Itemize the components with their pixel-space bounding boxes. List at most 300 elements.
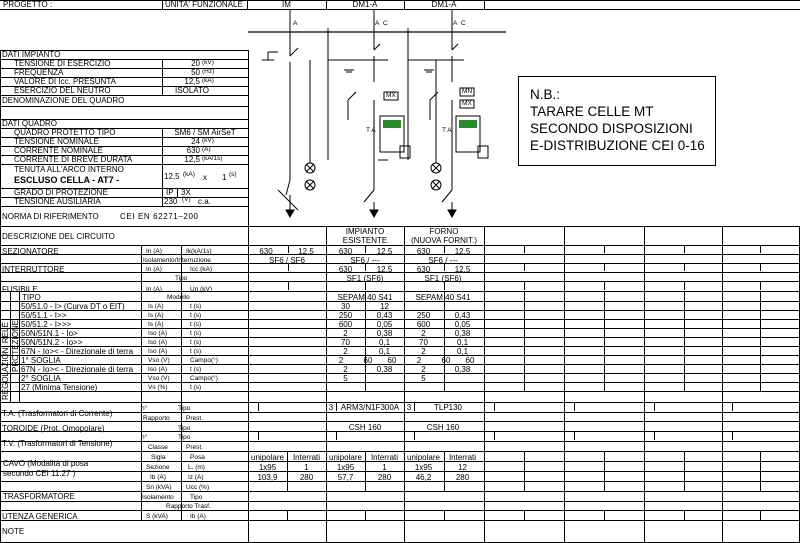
im-cavo-iz: 280 <box>299 473 314 482</box>
grid-line <box>760 346 761 355</box>
grid-line <box>760 319 761 328</box>
grid-line <box>524 263 525 271</box>
qua-unit-2: (A) <box>202 146 211 153</box>
grid-line <box>524 346 525 355</box>
col2-prot-val: 0,43 <box>454 311 471 320</box>
col2-int-tipo: SF1 (SF6) <box>424 274 462 283</box>
grid-line <box>604 346 605 355</box>
col2-cavo-l: 12 <box>458 463 467 472</box>
grid-line <box>524 292 525 301</box>
tv-n-label: n° <box>141 434 148 441</box>
col2-int-in: 630 <box>416 265 431 274</box>
col2-prot-val: 2 <box>421 329 426 338</box>
col1-prot-val: 250 <box>338 311 353 320</box>
grid-line <box>604 355 605 364</box>
imp-label-2: VALORE DI Icc. PRESUNTA <box>14 77 116 86</box>
col2-toroide: CSH 160 <box>426 423 460 432</box>
grid-line <box>684 451 685 481</box>
cavo-label-1: CAVO (Modalità di posa <box>3 459 89 468</box>
grid-line <box>684 382 685 391</box>
col2-cavo-sez: 1x95 <box>414 463 433 472</box>
prot-label: 1° SOGLIA <box>21 356 61 365</box>
grid-line <box>444 510 445 520</box>
prot-label: 2° SOGLIA <box>21 374 61 383</box>
im-sez-ik: 12,5 <box>298 247 314 256</box>
grid-line <box>760 263 761 271</box>
grid-line <box>684 328 685 337</box>
ta-label: T.A. (Trasformatori di Corrente) <box>2 409 113 418</box>
col2-ta-tipo: TLP130 <box>433 403 463 412</box>
col1-int-in: 630 <box>338 265 353 274</box>
imp-value-1: 50 <box>191 68 200 77</box>
diagram-label-c-2: C <box>461 20 466 27</box>
col2-prot-val: 70 <box>419 338 428 347</box>
grid-line <box>444 373 445 382</box>
trasformatore-label: TRASFORMATORE <box>3 492 75 501</box>
grid-line <box>684 245 685 253</box>
grid-line <box>604 382 605 391</box>
grid-line <box>760 310 761 319</box>
col2-prot-val: 0,05 <box>454 320 471 329</box>
grid-line <box>524 364 525 373</box>
note-box <box>518 76 716 166</box>
col1-cavo-l: 1 <box>382 463 387 472</box>
col1-cavo-ib: 57,7 <box>337 473 354 482</box>
grid-line <box>181 245 182 521</box>
grid-line <box>760 510 761 520</box>
grid-line <box>524 481 525 491</box>
grado-label: GRADO DI PROTEZIONE <box>14 188 108 197</box>
col1-prot-val: 0,1 <box>378 338 391 347</box>
progetto-label: PROGETTO : <box>3 0 53 9</box>
grid-line <box>414 431 415 440</box>
grid-line <box>248 226 249 543</box>
col1-prot-val: 0,38 <box>376 365 393 374</box>
grid-line <box>760 292 761 301</box>
diagram-label-a-2: A <box>453 20 458 27</box>
toroide-tipo-label: Tipo <box>178 425 191 432</box>
tv-classe-label: Classe <box>148 444 168 451</box>
grid-line <box>760 364 761 373</box>
prot-param-1: Iso (A) <box>148 366 168 373</box>
grid-line <box>524 319 525 328</box>
grid-line <box>524 510 525 520</box>
col-header-dm1a-1: DM1-A <box>352 0 378 9</box>
aux-ca: c.a. <box>198 197 211 206</box>
grid-line <box>644 226 645 543</box>
col1-toroide: CSH 160 <box>348 423 382 432</box>
arco-value: 12,5 <box>164 172 180 181</box>
grid-line <box>0 412 800 413</box>
grid-line <box>604 263 605 271</box>
norma-value: CEI EN 62271–200 <box>120 212 199 221</box>
desc-header: DESCRIZIONE DEL CIRCUITO <box>2 232 115 241</box>
col2-prot-val: 0,1 <box>456 347 469 356</box>
tipo-label: TIPO <box>22 293 41 302</box>
grid-line <box>336 431 337 440</box>
int-tipo-label: Tipo <box>175 275 188 282</box>
grid-line <box>760 301 761 310</box>
cavo-l-label: L. (m) <box>188 464 205 471</box>
grid-line <box>524 310 525 319</box>
norma-label: NORMA DI RIFERIMENTO <box>2 212 99 221</box>
col2-sez-ik: 12,5 <box>454 247 471 256</box>
prot-param-2: Campo(°) <box>190 375 218 382</box>
grid-line <box>0 421 800 422</box>
col2-prot-val: 2 <box>421 347 426 356</box>
dati-quadro-title: DATI QUADRO <box>2 119 57 128</box>
tr-sn-label: Sn (kVA) <box>146 484 172 491</box>
arco-time: 1 <box>222 173 227 182</box>
grid-line <box>365 373 366 382</box>
col1-prot-val: 5 <box>343 374 348 383</box>
col2-prot-val: 600 <box>416 320 431 329</box>
grid-line <box>524 451 525 481</box>
im-cavo-l: 1 <box>304 463 309 472</box>
grid-line <box>604 292 605 301</box>
grid-line <box>654 402 655 411</box>
col1-prot-val: 2 <box>343 365 348 374</box>
arco-bold-label: ESCLUSO CELLA - AT7 - <box>14 175 120 185</box>
utenza-label: UTENZA GENERICA <box>2 512 78 521</box>
fusibile-label: FUSIBILE <box>2 285 38 294</box>
col1-prot-val: 2 <box>343 347 348 356</box>
int-icc-label: Icc (kA) <box>190 266 213 273</box>
dati-impianto-title: DATI IMPIANTO <box>2 50 61 59</box>
grid-line <box>141 245 142 521</box>
prot-param-1: Vso (V) <box>148 375 170 382</box>
ta-tipo-label: Tipo <box>178 405 191 412</box>
col2-prot-val: 250 <box>416 311 431 320</box>
forno-header-1: FORNO <box>429 227 459 236</box>
prot-param-2: t (s) <box>190 330 202 337</box>
prot-param-2: t (s) <box>190 321 202 328</box>
cavo-ib-label: Ib (A) <box>150 474 166 481</box>
grid-line <box>524 328 525 337</box>
unita-label: UNITA' FUNZIONALE <box>165 0 243 9</box>
col1-prot-val: 600 <box>338 320 353 329</box>
grado-ip: IP <box>166 188 174 197</box>
grid-line <box>365 382 366 391</box>
grid-line <box>484 226 485 543</box>
grid-line <box>684 281 685 290</box>
col1-prot-val: 60 <box>387 356 397 365</box>
imp-label-0: TENSIONE DI ESERCIZIO <box>14 59 111 68</box>
toroide-label: TOROIDE (Prot. Omopolare) <box>2 424 105 433</box>
grid-line <box>258 431 259 440</box>
grid-line <box>574 431 575 440</box>
impianto-header-1: IMPIANTO <box>345 227 385 236</box>
prot-param-2: Campo(°) <box>190 357 218 364</box>
col1-sez-iso: SF6 / --- <box>350 256 380 265</box>
int-in-label: In (A) <box>146 266 162 273</box>
grid-line <box>444 301 445 310</box>
col1-prot-val: 0,38 <box>376 329 393 338</box>
grid-line <box>722 226 723 543</box>
col1-ta-n: 3 <box>328 403 334 412</box>
aux-value: 230 <box>164 197 178 206</box>
col2-prot-val: 2 <box>421 365 426 374</box>
col1-cavo-h2: Interrati <box>370 453 399 462</box>
prot-param-1: Vso (V) <box>148 357 170 364</box>
cavo-posa-label: Posa <box>190 454 205 461</box>
prot-param-2: t (s) <box>190 348 202 355</box>
prot-param-1: Is (A) <box>148 312 164 319</box>
col1-prot-val: 2 <box>343 329 348 338</box>
col2-cavo-iz: 280 <box>455 473 470 482</box>
col1-ta-tipo: ARM3/N1F300A <box>340 403 400 412</box>
grid-line <box>760 281 761 290</box>
imp-unit-1: (Hz) <box>202 68 215 75</box>
imp-unit-0: (kV) <box>202 59 214 66</box>
impianto-header-2: ESISTENTE <box>342 236 388 245</box>
grid-line <box>604 481 605 491</box>
grid-line <box>760 451 761 481</box>
col2-cavo-h1: unipolare <box>407 453 440 462</box>
qua-value-1: 24 <box>191 137 200 146</box>
diagram-label-ta-1: T A <box>366 127 376 134</box>
imp-value-2: 12,5 <box>184 77 200 86</box>
grid-line <box>760 373 761 382</box>
prot-param-2: t (s) <box>190 366 202 373</box>
tv-tipo-label: Tipo <box>178 434 191 441</box>
col-header-im: IM <box>282 0 291 9</box>
grid-line <box>684 510 685 520</box>
qua-value-3: 12,5 <box>184 155 200 164</box>
grid-line <box>574 402 575 411</box>
col1-prot-val: 0,43 <box>376 311 393 320</box>
col2-sez-in: 630 <box>416 247 431 256</box>
grado-value: 3X <box>181 188 191 197</box>
col2-int-icc: 12,5 <box>454 265 471 274</box>
qua-label-0: QUADRO PROTETTO TIPO <box>14 128 116 137</box>
grid-line <box>760 355 761 364</box>
forno-header-2: (NUOVA FORNIT.) <box>410 236 478 245</box>
grid-line <box>760 382 761 391</box>
diagram-label-mx-2: MX <box>462 100 472 107</box>
grid-line <box>604 373 605 382</box>
qua-unit-1: (kV) <box>202 137 214 144</box>
arco-unit: (kA) <box>183 171 195 178</box>
grid-line <box>732 431 733 440</box>
grid-line <box>0 451 800 452</box>
qua-label-2: CORRENTE NOMINALE <box>14 146 103 155</box>
prot-label: 50N/51N.1 - Io> <box>21 329 78 338</box>
diagram-label-ta-2: T A <box>442 127 452 134</box>
grid-line <box>604 451 605 481</box>
col2-prot-val: 60 <box>465 356 475 365</box>
col2-prot-val: 0,38 <box>454 329 471 338</box>
tr-iso-label: Isolamento <box>142 494 174 501</box>
prot-param-2: t (s) <box>190 303 202 310</box>
col1-prot-val: 0,1 <box>378 347 391 356</box>
col1-prot-val: 70 <box>341 338 350 347</box>
grid-line <box>524 355 525 364</box>
grid-line <box>760 337 761 346</box>
prot-param-1: Iso (A) <box>148 330 168 337</box>
grid-line <box>684 292 685 301</box>
grid-line <box>524 373 525 382</box>
ta-n-label: n° <box>141 405 148 412</box>
tr-rapp-label: Rapporto Trasf. <box>166 503 211 510</box>
grid-line <box>684 301 685 310</box>
grid-line <box>0 510 800 511</box>
grid-line <box>494 402 495 411</box>
grid-line <box>684 364 685 373</box>
prot-label: 50/51.0 - I> (Curva DT o EIT) <box>21 302 125 311</box>
note-label: NOTE <box>2 527 25 536</box>
grid-line <box>564 226 565 543</box>
col1-prot-val: 30 <box>341 302 350 311</box>
arco-time-unit: (s) <box>229 171 237 178</box>
grid-line <box>287 510 288 520</box>
qua-label-1: TENSIONE NOMINALE <box>14 137 99 146</box>
grid-line <box>684 481 685 491</box>
qua-value-0: SM6 / SM AirSeT <box>174 128 236 137</box>
grid-line <box>524 337 525 346</box>
grid-line <box>0 441 800 442</box>
cavo-sezione-label: Sezione <box>146 464 170 471</box>
imp-label-1: FREQUENZA <box>14 68 64 77</box>
im-cavo-h2: Interrati <box>292 453 321 462</box>
grid-line <box>604 319 605 328</box>
grid-line <box>684 355 685 364</box>
col2-prot-val: 5 <box>421 374 426 383</box>
prot-param-1: Iso (A) <box>148 348 168 355</box>
prot-label: 67N - Io>< - Direzionale di terra <box>21 347 134 356</box>
qua-value-2: 630 <box>186 146 200 155</box>
imp-unit-2: (kA) <box>202 77 214 84</box>
prot-param-1: Iso (A) <box>148 339 168 346</box>
prot-label: 50N/51N.2 - Io>> <box>21 338 83 347</box>
im-sez-in: 630 <box>259 247 273 256</box>
prot-param-1: Is (A) <box>148 321 164 328</box>
grid-line <box>604 337 605 346</box>
grid-line <box>444 481 445 491</box>
grid-line <box>524 301 525 310</box>
grid-line <box>0 382 800 383</box>
grid-line <box>0 391 800 392</box>
grid-line <box>494 431 495 440</box>
prot-label: 50/51.1 - I>> <box>21 311 67 320</box>
grid-line <box>0 520 800 521</box>
col1-prot-val: 12 <box>380 302 389 311</box>
col1-int-tipo: SF1 (SF6) <box>346 274 384 283</box>
sez-ik-label: Ik(kA/1s) <box>186 248 212 255</box>
grid-line <box>684 319 685 328</box>
col1-cavo-h1: unipolare <box>329 453 362 462</box>
col2-ta-n: 3 <box>406 403 412 412</box>
diagram-label-c-1: C <box>383 20 388 27</box>
sez-in-label: In (A) <box>146 248 162 255</box>
prot-param-2: t (s) <box>190 339 202 346</box>
fus-in-label: In (A) <box>146 286 162 293</box>
grid-line <box>604 301 605 310</box>
col1-prot-val: 60 <box>363 356 373 365</box>
grid-line <box>684 373 685 382</box>
col1-sez-ik: 12,5 <box>376 247 393 256</box>
ut-s-label: S (kVA) <box>146 513 168 520</box>
grid-line <box>365 510 366 520</box>
cavo-sigla-label: Sigla <box>151 454 166 461</box>
grid-line <box>604 510 605 520</box>
sez-iso-label: Isolamento/Interruzione <box>143 257 211 264</box>
col1-cavo-iz: 280 <box>377 473 392 482</box>
im-sez-iso: SF6 / SF6 <box>268 256 305 265</box>
grid-line <box>0 291 800 292</box>
grid-line <box>684 346 685 355</box>
grid-line <box>604 364 605 373</box>
prot-label: 27 (Minima Tensione) <box>21 383 98 392</box>
ta-rapp-label: Rapporto <box>143 415 170 422</box>
col1-prot-val: 0,05 <box>376 320 393 329</box>
grid-line <box>287 481 288 491</box>
prot-param-2: t (s) <box>190 312 202 319</box>
grid-line <box>0 501 800 502</box>
col-header-dm1a-2: DM1-A <box>431 0 457 9</box>
grid-line <box>524 382 525 391</box>
grid-line <box>604 328 605 337</box>
grid-line <box>604 281 605 290</box>
ut-ib-label: Ib (A) <box>190 513 206 520</box>
prot-param-1: Is (A) <box>148 303 164 310</box>
grid-line <box>732 402 733 411</box>
col1-prot-val: 2 <box>338 356 344 365</box>
col2-prot-val: 60 <box>441 356 451 365</box>
diagram-label-a-im: A <box>293 20 298 27</box>
tv-label: T.V. (Trasformatori di Tensione) <box>2 439 113 448</box>
im-cavo-sez: 1x95 <box>258 463 277 472</box>
grid-line <box>524 281 525 290</box>
prot-label: 67N - Io>< - Direzionale di terra <box>21 365 134 374</box>
grid-line <box>365 481 366 491</box>
denominazione-quadro: DENOMINAZIONE DEL QUADRO <box>2 96 125 105</box>
ta-prest-label: Prest. <box>186 415 203 422</box>
sezionatore-label: SEZIONATORE <box>2 247 59 256</box>
grid-line <box>654 431 655 440</box>
col2-prot-val: 2 <box>416 356 422 365</box>
col2-cavo-ib: 46,2 <box>415 473 432 482</box>
cavo-label-2: secondo CEI 11.27 ) <box>3 469 76 478</box>
note-line-1: N.B.: <box>530 87 561 102</box>
note-line-3: SECONDO DISPOSIZIONI <box>530 121 693 136</box>
col1-cavo-sez: 1x95 <box>336 463 355 472</box>
grid-line <box>604 310 605 319</box>
prot-label: 50/51.2 - I>>> <box>21 320 72 329</box>
tv-prest-label: Prest. <box>186 444 203 451</box>
aux-unit: (V) <box>182 196 191 203</box>
col1-modello: SEPAM 40 S41 <box>337 293 393 302</box>
qua-label-3: CORRENTE DI BREVE DURATA <box>14 155 133 164</box>
modello-label: Modello <box>167 294 190 301</box>
col2-prot-val: 0,1 <box>456 338 469 347</box>
imp-label-3: ESERCIZIO DEL NEUTRO <box>14 86 111 95</box>
fus-un-label: Un (kV) <box>190 286 213 293</box>
tr-ucc-label: Ucc (%) <box>186 484 210 491</box>
interruttore-label: INTERRUTTORE <box>2 265 65 274</box>
im-cavo-h1: unipolare <box>251 453 284 462</box>
grid-line <box>684 337 685 346</box>
grid-line <box>760 481 761 491</box>
arco-label: TENUTA ALL'ARCO INTERNO <box>14 165 124 174</box>
regolazioni-vertical: REGOLAZIONI RELÈ <box>1 322 10 400</box>
single-line-diagram <box>248 10 506 220</box>
grid-line <box>684 310 685 319</box>
prot-param-1: Vs (%) <box>148 384 168 391</box>
protezione-vertical: PROTEZIONE <box>11 319 20 372</box>
grid-line <box>760 245 761 253</box>
col2-sez-iso: SF6 / --- <box>428 256 458 265</box>
